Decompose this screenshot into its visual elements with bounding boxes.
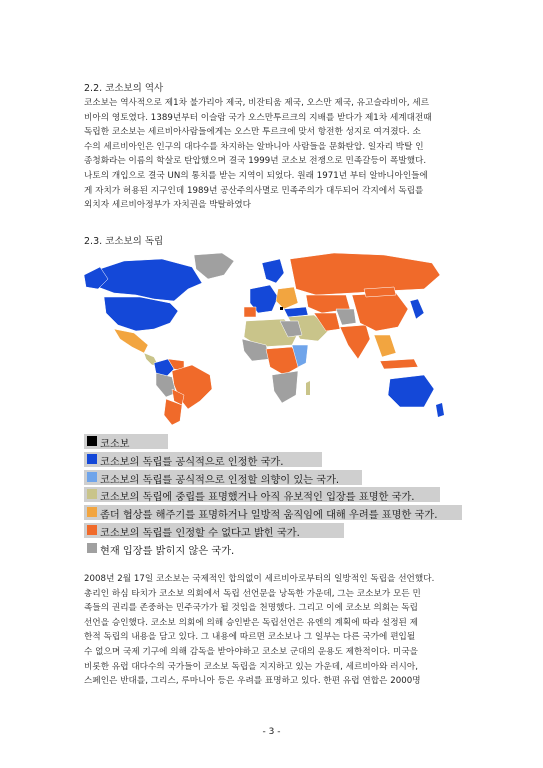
- legend-label: 코소보의 독립를 공식적으로 인정할 의향이 있는 국가.: [100, 474, 340, 486]
- paragraph-line: 독립한 코소보는 세르비아사람들에게는 오스만 투르크에 맞서 항전한 성지로 여겨졌다. 소: [84, 127, 421, 138]
- paragraph-line: 2008년 2월 17일 코소보는 국제적인 합의없이 세르비아로부터의 일방적인 독립을 선언했다.: [84, 574, 435, 584]
- map-central-asia: [336, 309, 356, 325]
- paragraph-line: 외치자 세르비아정부가 자치권을 박탈하였다: [84, 200, 252, 211]
- independence-paragraph: [84, 572, 480, 689]
- legend-label: 코소보의 독립에 중립를 표명했거나 아직 유보적인 입장를 표명한 국가.: [100, 492, 415, 504]
- legend-item: [84, 486, 462, 504]
- legend-item: [84, 540, 462, 558]
- legend-swatch-not-recognized: [87, 525, 97, 535]
- legend-item: [84, 522, 462, 540]
- legend-item: [84, 504, 462, 522]
- paragraph-line: 총리인 하심 타치가 코소보 의회에서 독립 선언문을 낭독한 가운데, 그는 코소보가 모든 민: [84, 588, 421, 599]
- legend-swatch-recognized: [87, 454, 97, 464]
- map-legend: [84, 433, 462, 558]
- legend-item: [84, 451, 462, 469]
- map-indonesia: [380, 359, 418, 369]
- map-eastern-europe: [276, 287, 298, 309]
- legend-label: 좀더 협상를 해주기를 표명하거나 일방적 움직임에 대해 우려를 표명한 국가.: [100, 510, 438, 522]
- map-canada: [94, 259, 202, 301]
- legend-label: 코소보의 독립를 인정할 수 없다고 밝힌 국가.: [100, 527, 300, 539]
- map-spain: [244, 307, 256, 317]
- map-australia: [388, 375, 434, 407]
- map-southern-africa: [272, 371, 298, 403]
- map-greenland: [194, 253, 234, 279]
- legend-item: [84, 469, 462, 487]
- legend-label: 코소보의 독립를 공식적으로 인정한 국가.: [100, 456, 284, 468]
- section-heading-independence: 2.3. 코소보의 독립: [84, 236, 164, 247]
- map-madagascar: [306, 381, 310, 395]
- paragraph-line: 비롯한 유럽 대다수의 국가들이 코소보 독립을 지지하고 있는 가운데, 세르비아와 러시아,: [84, 661, 419, 672]
- map-scandinavia: [262, 259, 284, 283]
- paragraph-line: 족들의 권리를 존중하는 민주국가가 될 것임을 천명했다. 그리고 이에 코소보 의회는 독립: [84, 603, 419, 614]
- legend-swatch-neutral: [87, 489, 97, 499]
- map-kosovo: [280, 307, 283, 310]
- map-mexico: [114, 329, 148, 353]
- legend-swatch-concern: [87, 507, 97, 517]
- legend-swatch-no-position: [87, 543, 97, 553]
- legend-item: [84, 433, 462, 451]
- paragraph-line: 선언을 승인했다. 코소보 의회에 의해 승인받은 독립선언은 유엔의 계획에 따라 설정된 제: [84, 617, 419, 628]
- paragraph-line: 스페인은 반대를, 그리스, 루마니아 등은 우려를 표명하고 있다. 한편 유럽 연합은 2000명: [84, 676, 421, 687]
- world-map-image: [84, 249, 448, 425]
- paragraph-line: 나토의 개입으로 결국 UN의 통치를 받는 지역이 되었다. 원래 1971년 부터 알바니아인들에: [84, 170, 428, 181]
- world-recognition-map: [84, 249, 448, 425]
- history-paragraph: [84, 96, 480, 213]
- map-korea-japan: [410, 299, 424, 319]
- map-mongolia: [364, 287, 396, 297]
- paragraph-line: 수의 세르비아인은 인구의 대다수를 차지하는 알바니아 사람들을 문화탄압. 일자리 박탈 인: [84, 141, 424, 152]
- map-new-zealand: [436, 403, 444, 417]
- legend-swatch-kosovo: [87, 436, 97, 446]
- legend-swatch-intends: [87, 472, 97, 482]
- map-southeast-asia: [374, 335, 396, 357]
- paragraph-line: 코소보는 역사적으로 제1차 불가리아 제국, 비잔티움 제국, 오스만 제국, 유고슬라비아, 세르: [84, 98, 430, 108]
- paragraph-line: 종청화라는 이름의 학살로 탄압했으며 결국 1999년 코소보 전쟁으로 민족갈등이 폭발했다.: [84, 156, 427, 167]
- map-india: [340, 325, 370, 359]
- legend-label: 코소보: [100, 439, 130, 450]
- paragraph-line: 한적 독립의 내용을 담고 있다. 그 내용에 따르면 코소보나 그 일부는 다른 국가에 편입될: [84, 632, 416, 643]
- section-heading-history: 2.2. 코소보의 역사: [84, 83, 164, 94]
- map-usa: [104, 297, 178, 331]
- paragraph-line: 게 자치가 허용된 지구인데 1989년 공산주의사멸로 민족주의가 대두되어 각지에서 독립를: [84, 185, 424, 196]
- paragraph-line: 수 없으며 국제 기구에 의해 감독을 받아야하고 코소보 군대의 운용도 제한적이다. 미국을: [84, 646, 419, 657]
- paragraph-line: 비아의 영토였다. 1389년부터 이슬람 국가 오스만투르크의 지배를 받다가 제1차 세계대전때: [84, 112, 432, 123]
- legend-label: 현재 입장를 밝히지 않은 국가.: [100, 545, 235, 557]
- page-number: - 3 -: [262, 727, 281, 737]
